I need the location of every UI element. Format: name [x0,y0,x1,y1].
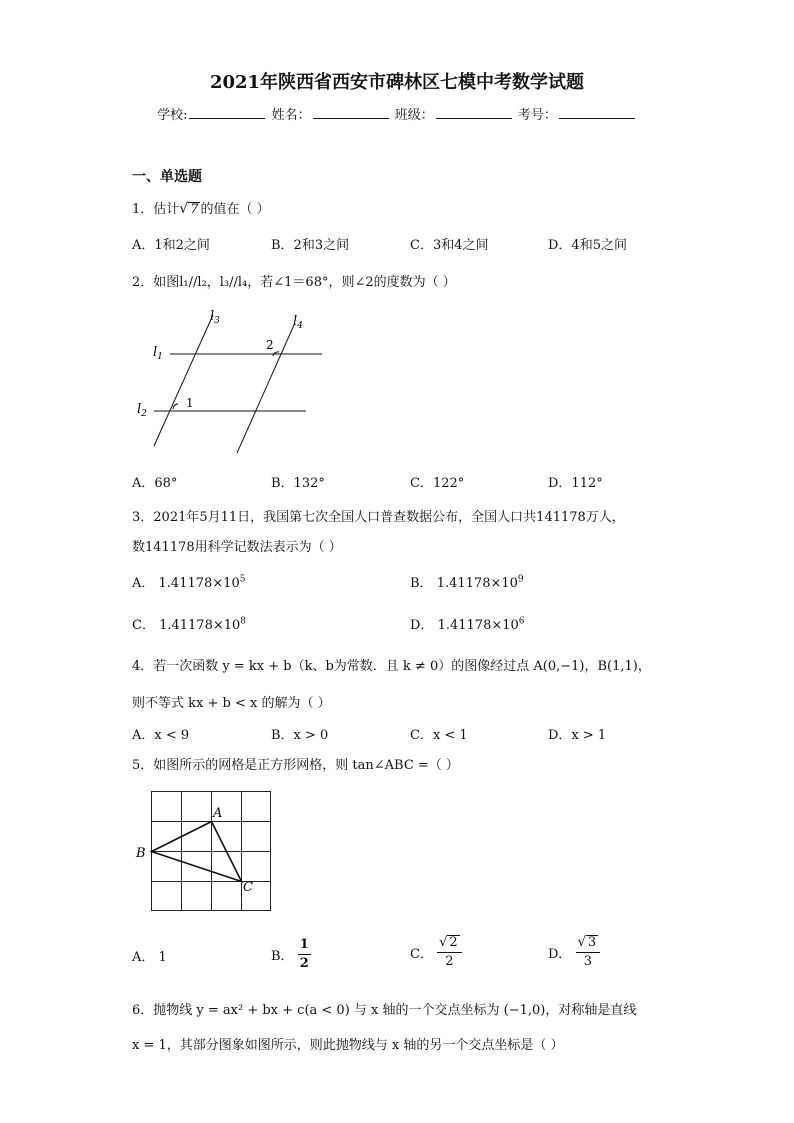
q3-d-base: 1.41178×10 [437,618,519,633]
q4-option-a[interactable]: A．x < 9 [132,728,190,743]
line-l3 [154,315,213,446]
q3-c-base: 1.41178×10 [159,618,241,633]
q5-c-fraction [437,934,462,971]
q3-a-exp: 5 [239,574,246,585]
q5-b-label: B． [271,949,294,964]
question-6-line-1: 6．抛物线 y = ax² + bx + c(a < 0) 与 x 轴的一个交点坐标为 (−1,0)，对称轴是直线 [132,1003,637,1018]
q3-option-c[interactable] [132,614,246,633]
q5-d-radicand: 3 [587,935,597,950]
q3-c-label: C． [132,618,155,633]
label-l1: $l_1$ [153,345,163,362]
vertex-c-label: C [243,880,253,895]
id-blank [559,106,635,119]
q2-option-d[interactable]: D．112° [548,476,603,491]
q3-d-label: D． [410,618,434,633]
label-l4: $l_4$ [293,314,303,331]
q5-option-b[interactable] [271,936,311,973]
label-l2: $l_2$ [137,402,147,419]
question-3-line-1: 3．2021年5月11日，我国第七次全国人口普查数据公布，全国人口共141178万人， [132,510,625,525]
q2-option-c[interactable]: C．122° [410,476,465,491]
q3-d-exp: 6 [518,616,525,627]
q5-c-denominator: 2 [445,954,454,969]
q5-b-denominator: 2 [299,956,309,971]
label-angle-1: 1 [186,396,194,410]
q4-option-c[interactable]: C．x < 1 [410,728,468,743]
q1-prefix: 1．估计 [132,202,180,217]
q3-b-exp: 9 [517,574,524,585]
q5-d-numerator: √ 3 [576,934,601,953]
q5-option-d[interactable] [548,934,600,971]
q5-d-fraction [576,934,601,971]
q5-option-a[interactable]: A． 1 [132,950,167,965]
q5-d-label: D． [548,947,572,962]
question-6-line-2: x = 1，其部分图象如图所示，则此抛物线与 x 轴的另一个交点坐标是（ ） [132,1038,564,1053]
vertex-a-label: A [213,806,223,821]
q5-b-fraction [298,936,311,973]
label-l3: $l_3$ [210,309,220,326]
q5-c-numerator: √ 2 [437,934,462,953]
q4-option-b[interactable]: B．x > 0 [271,728,329,743]
question-2: 2．如图l₁//l₂，l₃//l₄，若∠1＝68°，则∠2的度数为（ ） [132,275,456,290]
q2-parallel-lines-figure [130,305,330,460]
q5-d-denominator: 3 [583,954,592,969]
q3-b-base: 1.41178×10 [436,576,518,591]
name-blank [313,106,389,119]
school-blank [189,106,265,119]
question-3-line-2: 数141178用科学记数法表示为（ ） [132,540,342,555]
section-title: 一、单选题 [132,169,202,185]
class-label: 班级： [394,108,434,123]
q1-option-b[interactable]: B．2和3之间 [271,238,350,253]
question-4-line-1: 4．若一次函数 y = kx + b（k、b为常数．且 k ≠ 0）的图像经过点 A(0,−1)，B(1,1)， [132,659,651,674]
q3-option-a[interactable] [132,572,245,591]
question-5: 5．如图所示的网格是正方形网格，则 tan∠ABC =（ ） [132,758,459,773]
q1-option-c[interactable]: C．3和4之间 [410,238,489,253]
q3-option-d[interactable] [410,614,525,633]
angle-1-arc [173,404,178,409]
q5-grid-figure [134,786,279,916]
q1-radicand: 7 [190,202,199,217]
label-angle-2: 2 [266,338,274,352]
q3-a-label: A． [132,576,155,591]
q3-a-base: 1.41178×10 [158,576,240,591]
page-title: 2021年陕西省西安市碑林区七模中考数学试题 [209,72,585,93]
name-label: 姓名： [271,108,311,123]
class-blank [436,106,512,119]
question-4-line-2: 则不等式 kx + b < x 的解为（ ） [132,696,331,711]
q2-option-a[interactable]: A．68° [132,476,178,491]
q5-b-numerator: 1 [298,936,311,955]
q5-c-label: C． [410,947,433,962]
q1-option-d[interactable]: D．4和5之间 [548,238,627,253]
q2-option-b[interactable]: B．132° [271,476,325,491]
q3-c-exp: 8 [240,616,247,627]
q1-suffix: 的值在（ ） [200,202,270,217]
q3-option-b[interactable] [410,572,524,591]
q1-option-a[interactable]: A．1和2之间 [132,238,210,253]
q3-b-label: B． [410,576,433,591]
vertex-b-label: B [136,846,146,861]
student-info-row [0,104,794,123]
q5-c-radicand: 2 [449,935,458,950]
q4-option-d[interactable]: D．x > 1 [548,728,607,743]
question-1: 1．估计√ 7 的值在（ ） [132,201,270,217]
q5-option-c[interactable] [410,934,462,971]
id-label: 考号： [517,108,557,123]
school-label: 学校: [157,108,188,123]
